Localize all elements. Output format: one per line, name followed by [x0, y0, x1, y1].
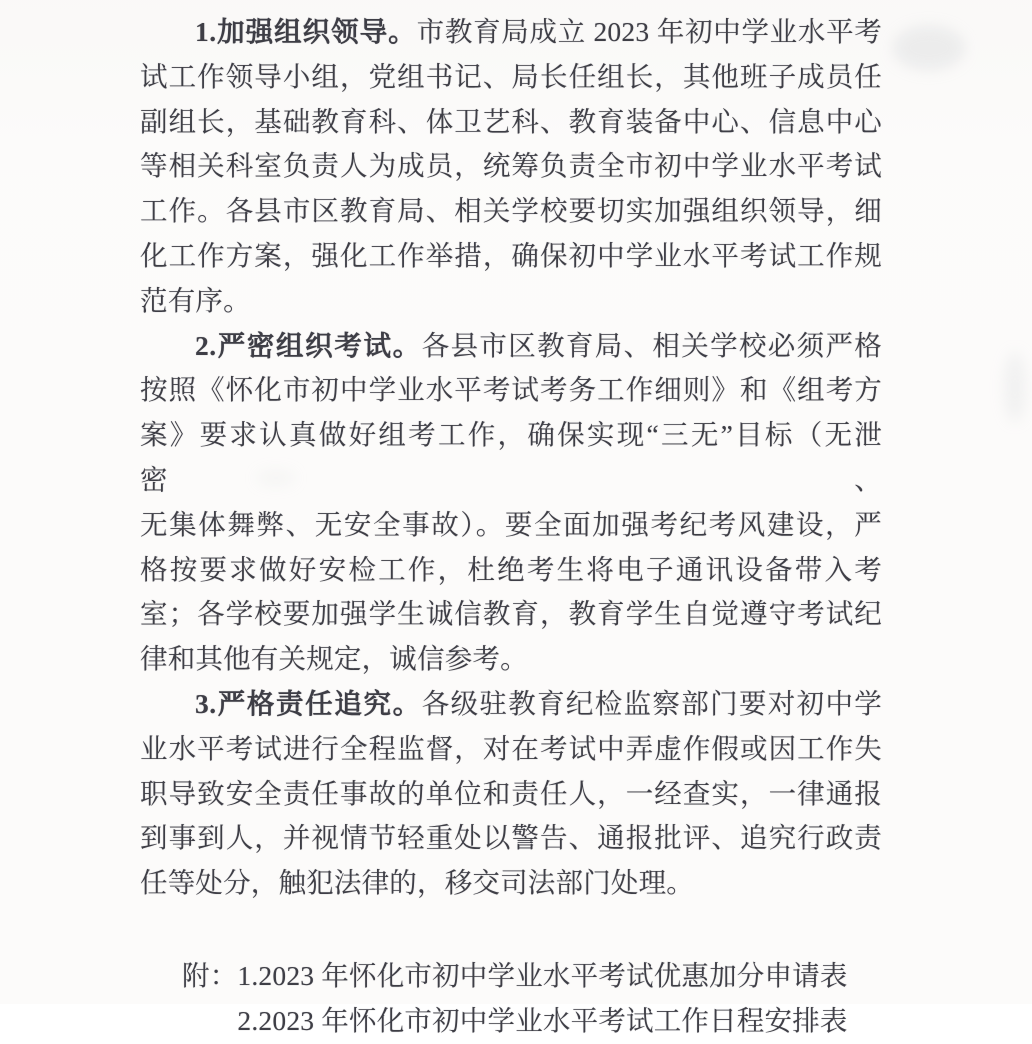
text-line: 格按要求做好安检工作，杜绝考生将电子通讯设备带入考	[140, 553, 882, 585]
attachment-item-1: 1.2023 年怀化市初中学业水平考试优惠加分申请表	[237, 959, 848, 991]
attachments	[140, 954, 882, 1044]
text-line: 化工作方案，强化工作举措，确保初中学业水平考试工作规	[140, 239, 882, 271]
text-line: 任等处分，触犯法律的，移交司法部门处理。	[140, 867, 694, 899]
paragraphs-container	[140, 10, 882, 906]
text-line: 副组长，基础教育科、体卫艺科、教育装备中心、信息中心	[140, 105, 882, 137]
paragraph-lead-rest: 各级驻教育纪检监察部门要对初中学	[421, 687, 883, 719]
text-line: 工作。各县市区教育局、相关学校要切实加强组织领导，细	[140, 195, 882, 227]
text-line: 试工作领导小组，党组书记、局长任组长，其他班子成员任	[140, 60, 882, 92]
paragraph-lead: 1.加强组织领导。	[195, 16, 417, 47]
paragraph-3	[140, 682, 882, 906]
text-line: 案》要求认真做好组考工作，确保实现“三无”目标（无泄密、	[140, 419, 882, 495]
attachments-list	[237, 954, 847, 1044]
paragraph-lead-rest: 各县市区教育局、相关学校必须严格	[421, 329, 883, 361]
text-line: 律和其他有关规定，诚信参考。	[140, 643, 528, 675]
paragraph-1	[140, 10, 882, 324]
text-line	[140, 682, 882, 727]
text-line: 室；各学校要加强学生诚信教育，教育学生自觉遵守考试纪	[140, 598, 882, 630]
text-line	[140, 324, 882, 369]
document-body	[140, 10, 882, 1044]
text-line: 到事到人，并视情节轻重处以警告、通报批评、追究行政责	[140, 822, 882, 854]
paragraph-lead-rest: 市教育局成立 2023 年初中学业水平考	[416, 16, 883, 47]
text-line: 业水平考试进行全程监督，对在考试中弄虚作假或因工作失	[140, 732, 882, 764]
scan-smudge	[893, 26, 965, 70]
attachments-label: 附：	[182, 959, 238, 991]
paragraph-2	[140, 324, 882, 682]
text-line: 无集体舞弊、无安全事故）。要全面加强考纪考风建设，严	[140, 508, 882, 540]
text-line: 职导致安全责任事故的单位和责任人，一经查实，一律通报	[140, 777, 882, 809]
scan-smudge	[1004, 352, 1026, 422]
text-line: 等相关科室负责人为成员，统筹负责全市初中学业水平考试	[140, 150, 882, 182]
text-line	[140, 10, 882, 55]
paragraph-lead: 3.严格责任追究。	[195, 687, 422, 719]
text-line: 范有序。	[140, 284, 251, 316]
text-line: 按照《怀化市初中学业水平考试考务工作细则》和《组考方	[140, 374, 882, 406]
paragraph-lead: 2.严密组织考试。	[195, 329, 422, 361]
attachment-item-2: 2.2023 年怀化市初中学业水平考试工作日程安排表	[237, 1004, 848, 1036]
